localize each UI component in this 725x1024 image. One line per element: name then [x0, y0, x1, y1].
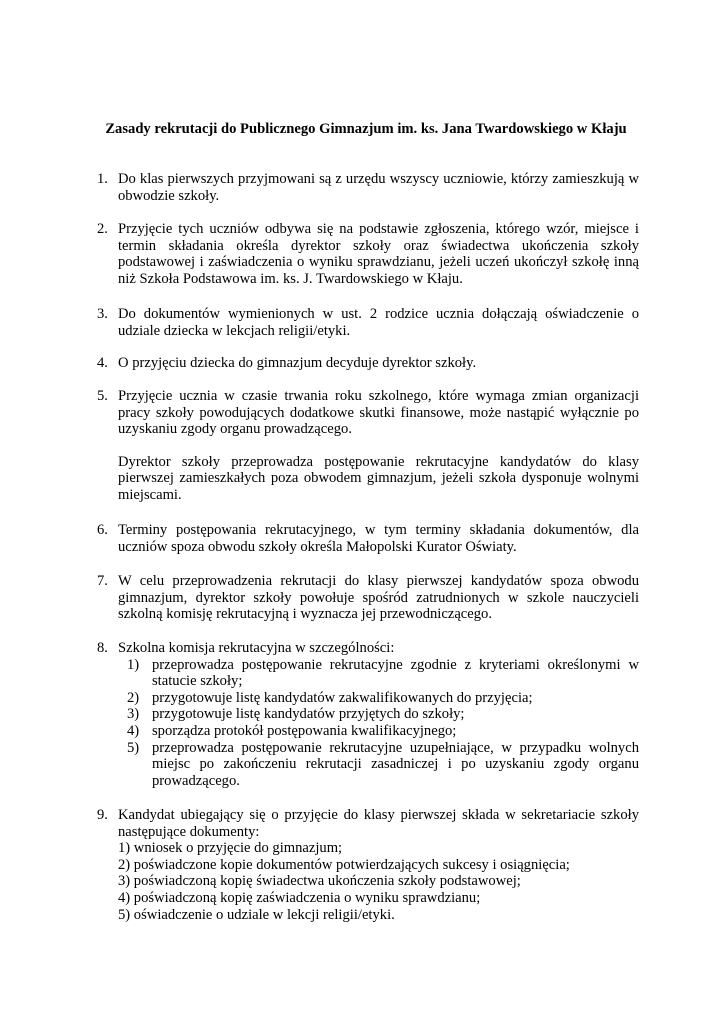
sublist-number: 2) [127, 689, 140, 706]
list-item-8 [97, 640, 639, 789]
list-item-1 [97, 171, 639, 204]
sublist-item [127, 740, 639, 790]
sublist-item [127, 706, 639, 723]
sublist-item [127, 723, 639, 740]
item-number: 8. [97, 640, 108, 656]
list-item-3 [97, 306, 639, 339]
document-line: 5) oświadczenie o udziale w lekcji religii/etyki. [118, 906, 395, 923]
item-text: O przyjęciu dziecka do gimnazjum decyduje dyrektor szkoły. [118, 355, 477, 371]
list-item-9 [97, 807, 639, 923]
item-number: 7. [97, 573, 108, 589]
sublist-text: przygotowuje listę kandydatów zakwalifikowanych do przyjęcia; [152, 689, 533, 706]
item-text: Przyjęcie tych uczniów odbywa się na podstawie zgłoszenia, którego wzór, miejsce i termin składania określa dyrektor szkoły oraz świadectwa ukończenia szkoły podstawowej i zaświadczenia o wyniku sprawdzianu, jeżeli uczeń ukończył szkołę inną niż Szkoła Podstawowa im. ks. J. Twardowskiego w Kłaju. [118, 221, 639, 287]
sublist-item [127, 657, 639, 690]
item-number: 6. [97, 522, 108, 538]
item-text: W celu przeprowadzenia rekrutacji do klasy pierwszej kandydatów spoza obwodu gimnazjum, dyrektor szkoły powołuje spośród zatrudnionych w szkole nauczycieli szkolną komisję rekrutacyjną i wyznacza jej przewodniczącego. [118, 573, 639, 623]
sublist-text: przygotowuje listę kandydatów przyjętych do szkoły; [152, 706, 465, 723]
document-title: Zasady rekrutacji do Publicznego Gimnazjum im. ks. Jana Twardowskiego w Kłaju [105, 121, 627, 137]
sublist-number: 4) [127, 722, 140, 739]
sublist-item [127, 690, 639, 707]
sublist [118, 657, 639, 790]
item-number: 4. [97, 355, 108, 371]
document-line: 1) wniosek o przyjęcie do gimnazjum; [118, 840, 343, 857]
sublist-text: przeprowadza postępowanie rekrutacyjne zgodnie z kryteriami określonymi w statucie szkoły; [152, 656, 639, 690]
item-text: Do dokumentów wymienionych w ust. 2 rodzice ucznia dołączają oświadczenie o udziale dziecka w lekcjach religii/etyki. [118, 306, 639, 339]
item-text: Do klas pierwszych przyjmowani są z urzędu wszyscy uczniowie, którzy zamieszkują w obwodzie szkoły. [118, 171, 639, 204]
item-number: 3. [97, 306, 108, 322]
sublist-number: 1) [127, 656, 140, 673]
sublist-text: sporządza protokół postępowania kwalifikacyjnego; [152, 722, 457, 739]
item-text: Przyjęcie ucznia w czasie trwania roku szkolnego, które wymaga zmian organizacji pracy szkoły powodujących dodatkowe skutki finansowe, może nastąpić wyłącznie po uzyskaniu zgody organu prowadzącego. [118, 388, 639, 438]
list-item-7 [97, 573, 639, 623]
item-text: Kandydat ubiegający się o przyjęcie do klasy pierwszej składa w sekretariacie szkoły następujące dokumenty: [118, 807, 639, 840]
list-item-6 [97, 522, 639, 555]
document-line: 4) poświadczoną kopię zaświadczenia o wyniku sprawdzianu; [118, 889, 481, 906]
sublist-text: przeprowadza postępowanie rekrutacyjne uzupełniające, w przypadku wolnych miejsc po zakończeniu rekrutacji zasadniczej i po uzyskaniu zgody organu prowadzącego. [152, 739, 639, 789]
item-number: 5. [97, 388, 108, 404]
item-extra-paragraph: Dyrektor szkoły przeprowadza postępowanie rekrutacyjne kandydatów do klasy pierwszej zamieszkałych poza obwodem gimnazjum, jeżeli szkoła dysponuje wolnymi miejscami. [118, 453, 639, 503]
list-item-5 [97, 388, 639, 504]
item-number: 1. [97, 171, 108, 187]
item-number: 9. [97, 807, 108, 823]
item-text: Szkolna komisja rekrutacyjna w szczególności: [118, 640, 395, 656]
item-number: 2. [97, 221, 108, 237]
item-text: Terminy postępowania rekrutacyjnego, w tym terminy składania dokumentów, dla uczniów spoza obwodu szkoły określa Małopolski Kurator Oświaty. [118, 522, 639, 555]
document-lines [118, 840, 639, 923]
document-line: 2) poświadczone kopie dokumentów potwierdzających sukcesy i osiągnięcia; [118, 856, 570, 873]
sublist-number: 3) [127, 706, 140, 723]
list-item-4 [97, 355, 639, 372]
list-item-2 [97, 221, 639, 287]
document-line: 3) poświadczoną kopię świadectwa ukończenia szkoły podstawowej; [118, 873, 521, 890]
sublist-number: 5) [127, 739, 140, 756]
